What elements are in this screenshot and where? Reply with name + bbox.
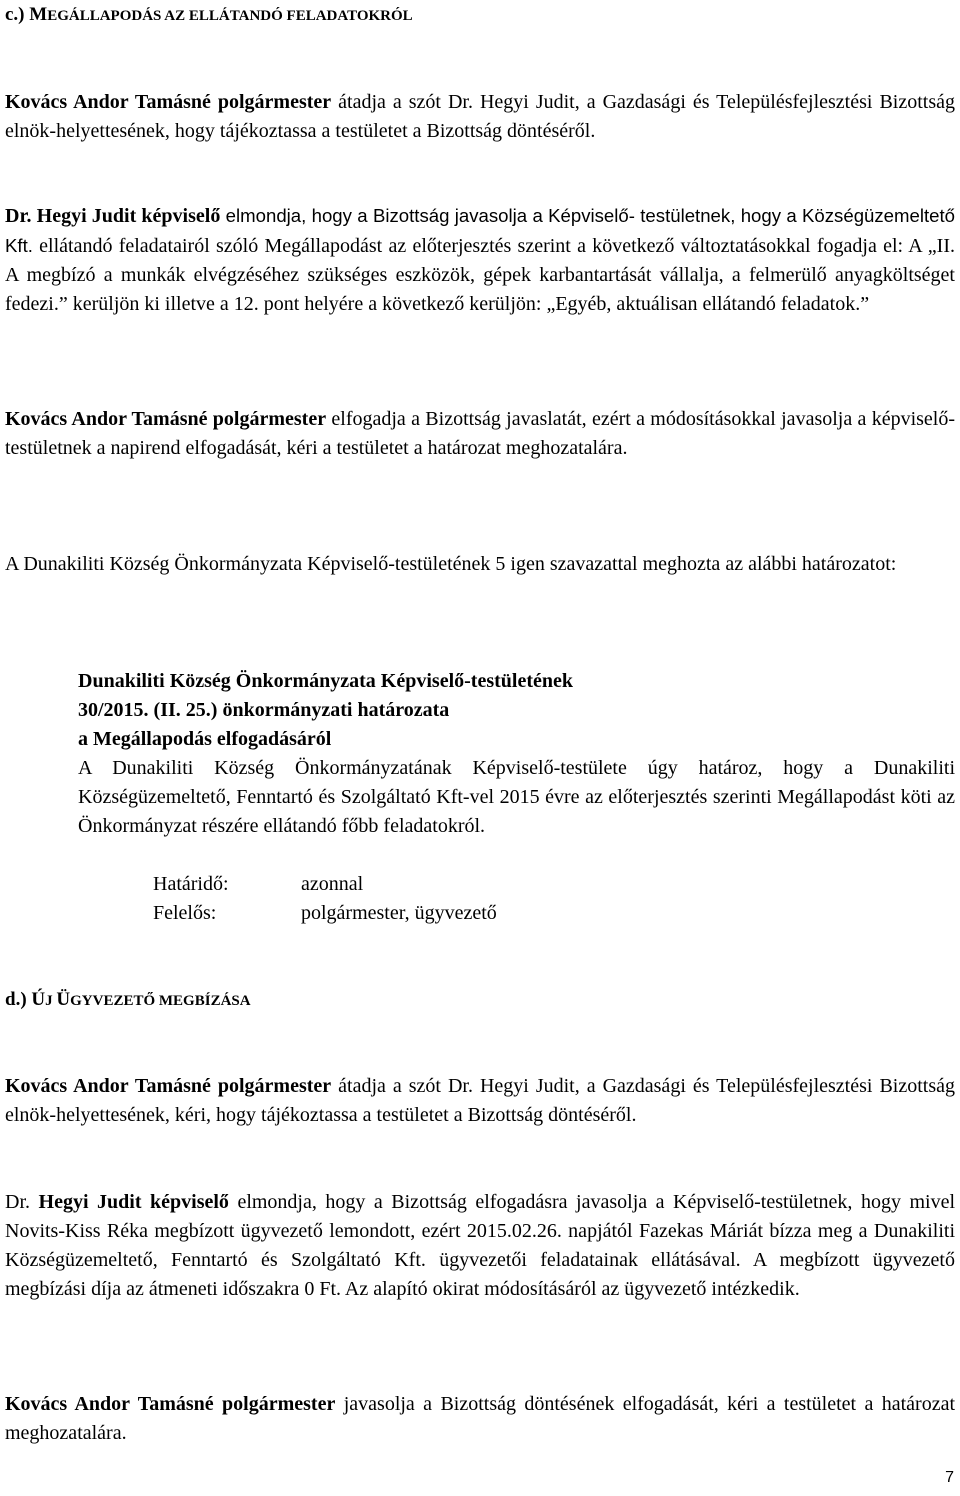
paragraph-mayor-handover: Kovács Andor Tamásné polgármester átadja a szót Dr. Hegyi Judit, a Gazdasági és Településfejlesztési Bizottság elnök-helyettesének, hogy tájékoztassa a testületet a Bizottság döntéséről. [5,91,955,142]
speaker-name: Kovács Andor Tamásné polgármester [5,408,327,430]
speaker-name: Kovács Andor Tamásné polgármester [5,1075,332,1097]
paragraph-mayor-proposal-2: Kovács Andor Tamásné polgármester javasolja a Bizottság döntésének elfogadását, kéri a testületet a határozat meghozatalára. [5,1393,955,1444]
speaker-name: Kovács Andor Tamásné polgármester [5,1393,336,1415]
vote-statement: A Dunakiliti Község Önkormányzata Képviselő-testületének 5 igen szavazattal meghozta az alábbi határozatot: [5,553,897,575]
resolution-number: 30/2015. (II. 25.) önkormányzati határozata [78,699,450,721]
paragraph-mayor-handover-2: Kovács Andor Tamásné polgármester átadja a szót Dr. Hegyi Judit, a Gazdasági és Településfejlesztési Bizottság elnök-helyettesének, kéri, hogy tájékoztassa a testületet a Bizottság döntéséről. [5,1075,955,1126]
resolution-text: A Dunakiliti Község Önkormányzatának Képviselő-testülete úgy határoz, hogy a Dunakiliti Községüzemeltető, Fenntartó és Szolgáltató Kft-vel 2015 évre az előterjesztés szerinti Megállapodást köti az Önkormányzat részére ellátandó főbb feladatokról. [78,757,955,837]
speaker-name: Hegyi Judit képviselő [38,1191,229,1213]
paragraph-hegyi-report: Dr. Hegyi Judit képviselő elmondja, hogy a Bizottság javasolja a Képviselő- testületnek, hogy a Községüzemeltető Kft. ellátandó feladatairól szóló Megállapodást az előterjesztés szerint a következő változtatásokkal fogadja el: A „II. A megbízó a munkák elvégzéséhez szükséges eszközök, gépek karbantartását vállalja, a felmerülő anyagköltséget fedezi.” kerüljön ki illetve a 12. pont helyére a következő kerüljön: „Egyéb, aktuálisan ellátandó feladatok.” [5,205,955,315]
section-c-heading: c.) MEGÁLLAPODÁS AZ ELLÁTANDÓ FELADATOKRÓL [5,4,413,25]
paragraph-hegyi-report-2: Dr. Hegyi Judit képviselő elmondja, hogy a Bizottság elfogadásra javasolja a Képviselő-testületnek, hogy mivel Novits-Kiss Réka megbízott ügyvezető lemondott, ezért 2015.02.26. napjától Fazekas Máriát bízza meg a Dunakiliti Községüzemeltető, Fenntartó és Szolgáltató Kft. ügyvezetői feladatainak ellátásával. A megbízott ügyvezető megbízási díja az átmeneti időszakra 0 Ft. Az alapító okirat módosításáról az ügyvezető intézkedik. [5,1191,956,1300]
section-d-heading: d.) ÚJ ÜGYVEZETŐ MEGBÍZÁSA [5,989,251,1010]
speaker-name: Dr. Hegyi Judit képviselő [5,205,221,227]
resolution-subject: a Megállapodás elfogadásáról [78,728,332,750]
responsible-label: Felelős: [153,902,217,924]
paragraph-mayor-proposal: Kovács Andor Tamásné polgármester elfogadja a Bizottság javaslatát, ezért a módosításokkal javasolja a képviselő-testületnek a napirend elfogadását, kéri a testületet a határozat meghozatalára. [5,408,956,459]
deadline-value: azonnal [301,873,364,895]
speaker-name: Kovács Andor Tamásné polgármester [5,91,332,113]
deadline-row [153,870,363,899]
responsible-value: polgármester, ügyvezető [301,902,497,924]
resolution-body-name: Dunakiliti Község Önkormányzata Képviselő-testületének [78,670,573,692]
deadline-label: Határidő: [153,873,229,895]
responsible-row [153,899,497,928]
page-number: 7 [945,1469,954,1486]
